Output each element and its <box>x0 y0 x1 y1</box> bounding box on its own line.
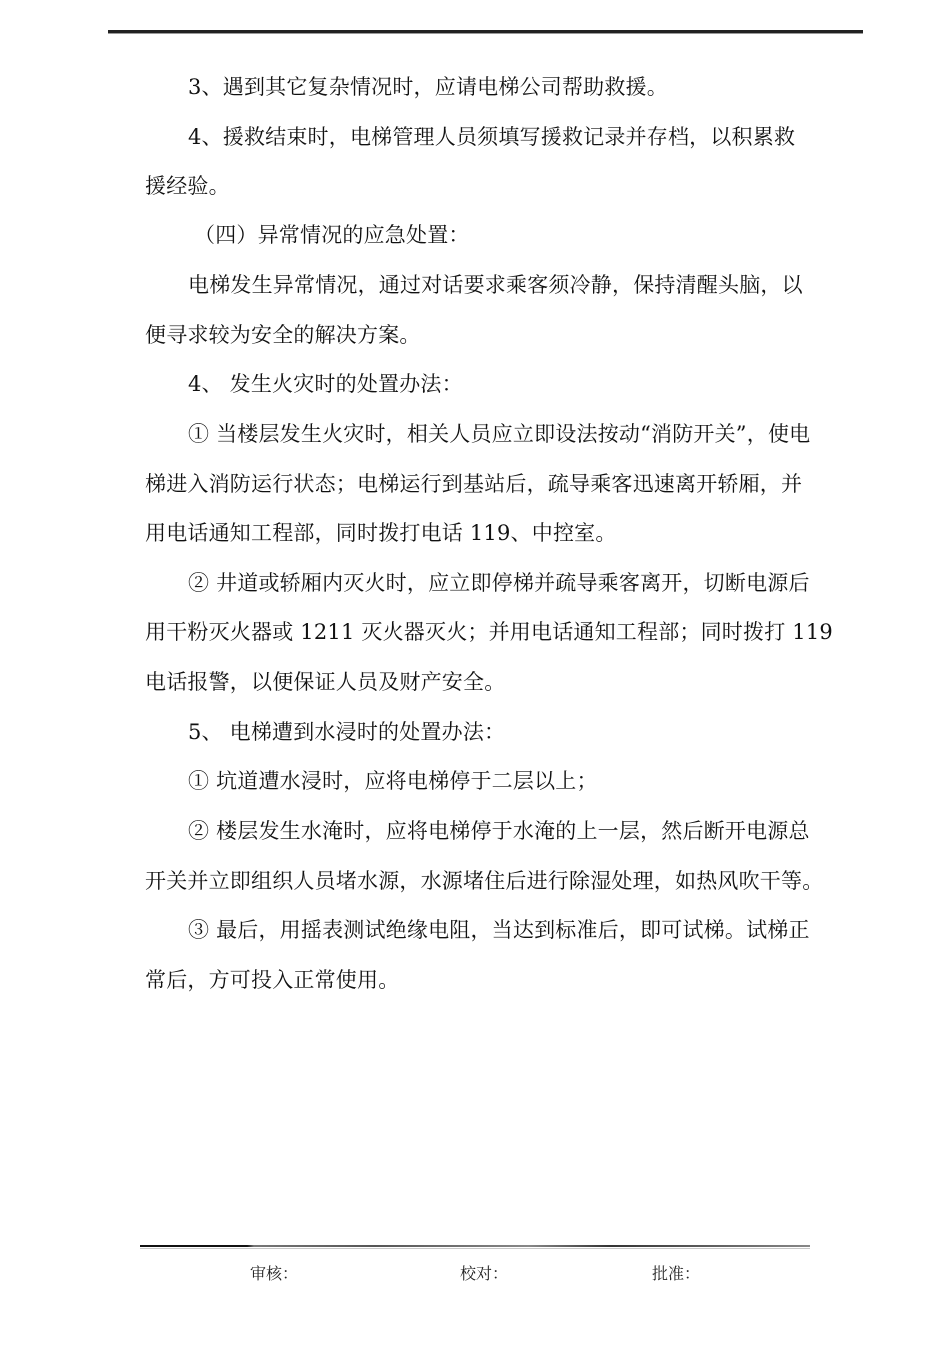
paragraph-line-5: 电梯发生异常情况，通过对话要求乘客须冷静，保持清醒头脑，以 <box>188 273 803 297</box>
paragraph-line-15: ① 坑道遭水浸时，应将电梯停于二层以上； <box>188 769 598 793</box>
paragraph-line-11: ② 井道或轿厢内灭火时，应立即停梯并疏导乘客离开，切断电源后 <box>188 571 810 595</box>
header-rule <box>108 30 863 33</box>
footer-review-label: 审核： <box>250 1264 299 1283</box>
subheading-fire: 4、 发生火灾时的处置办法： <box>188 372 463 396</box>
paragraph-line-10: 用电话通知工程部，同时拨打电话 119、中控室。 <box>145 521 617 545</box>
footer-rule <box>140 1245 810 1247</box>
paragraph-line-12: 用干粉灭火器或 1211 灭火器灭火；并用电话通知工程部；同时拨打 119 <box>145 620 833 644</box>
paragraph-line-9: 梯进入消防运行状态；电梯运行到基站后，疏导乘客迅速离开轿厢，并 <box>145 472 803 496</box>
section-heading-4: （四）异常情况的应急处置： <box>194 223 470 247</box>
paragraph-line-8: ① 当楼层发生火灾时，相关人员应立即设法按动“消防开关”，使电 <box>188 422 811 446</box>
paragraph-line-18: ③ 最后，用摇表测试绝缘电阻，当达到标准后，即可试梯。试梯正 <box>188 918 810 942</box>
paragraph-line-6: 便寻求较为安全的解决方案。 <box>145 323 421 347</box>
paragraph-line-13: 电话报警，以便保证人员及财产安全。 <box>145 670 506 694</box>
footer-approve-label: 批准： <box>652 1264 701 1283</box>
paragraph-line-17: 开关并立即组织人员堵水源，水源堵住后进行除湿处理，如热风吹干等。 <box>145 869 824 893</box>
paragraph-line-3: 援经验。 <box>145 174 230 198</box>
paragraph-line-19: 常后，方可投入正常使用。 <box>145 968 400 992</box>
paragraph-line-1: 3、遇到其它复杂情况时，应请电梯公司帮助救援。 <box>188 75 668 99</box>
paragraph-line-16: ② 楼层发生水淹时，应将电梯停于水淹的上一层，然后断开电源总 <box>188 819 810 843</box>
paragraph-line-2: 4、援救结束时，电梯管理人员须填写援救记录并存档，以积累救 <box>188 125 796 149</box>
footer-check-label: 校对： <box>460 1264 509 1283</box>
subheading-flood: 5、 电梯遭到水浸时的处置办法： <box>188 720 506 744</box>
